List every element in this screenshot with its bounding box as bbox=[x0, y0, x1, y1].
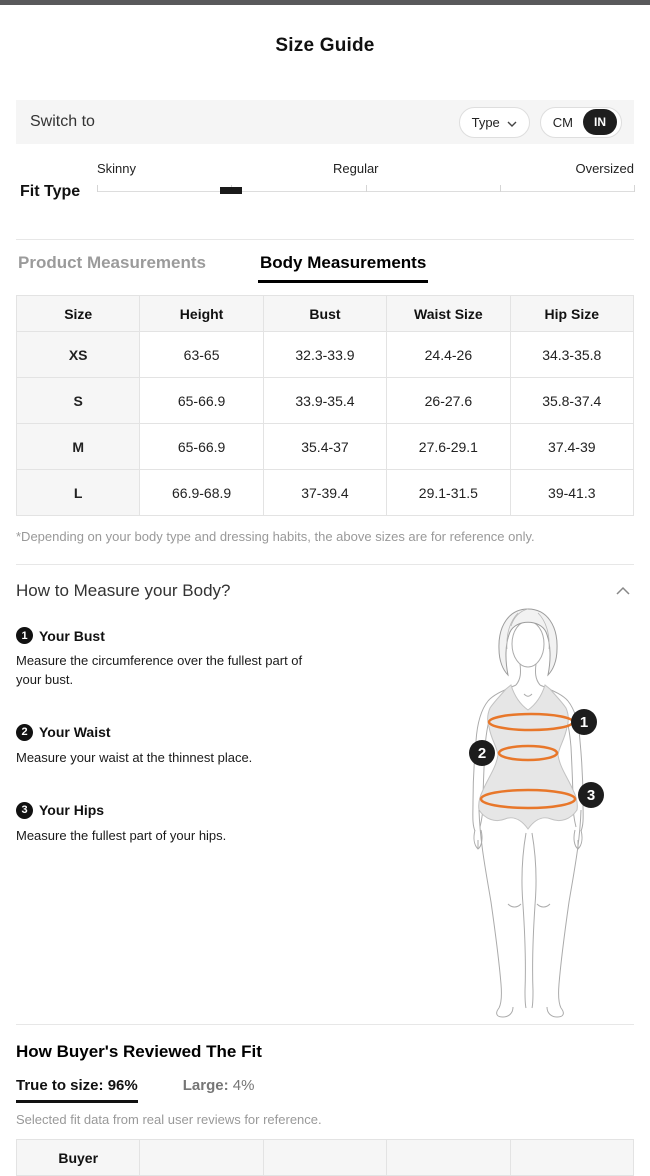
cell-waist: 26-27.6 bbox=[387, 378, 510, 424]
waist-marker-badge: 2 bbox=[469, 740, 495, 766]
chevron-up-icon bbox=[616, 582, 630, 600]
cell-hip: 37.4-39 bbox=[510, 424, 633, 470]
table-row bbox=[17, 470, 634, 516]
collapse-section-button[interactable] bbox=[612, 578, 634, 604]
buyer-review-title: How Buyer's Reviewed The Fit bbox=[16, 1042, 262, 1061]
unit-toggle[interactable] bbox=[540, 107, 622, 138]
page-title: Size Guide bbox=[275, 35, 375, 56]
col-header bbox=[510, 1140, 633, 1176]
cell-bust: 32.3-33.9 bbox=[263, 332, 386, 378]
buyer-review-note: Selected fit data from real user reviews for reference. bbox=[16, 1112, 322, 1127]
cell-bust: 37-39.4 bbox=[263, 470, 386, 516]
body-measurement-figure bbox=[432, 604, 628, 1016]
col-header bbox=[387, 1140, 510, 1176]
stat-value: 96% bbox=[107, 1077, 138, 1094]
buyer-review-section bbox=[0, 1042, 650, 1176]
measure-item-hips bbox=[16, 802, 331, 846]
table-row bbox=[17, 332, 634, 378]
number-2-icon: 2 bbox=[16, 724, 33, 741]
col-header bbox=[263, 1140, 386, 1176]
col-header-hip: Hip Size bbox=[510, 296, 633, 332]
col-header-bust: Bust bbox=[263, 296, 386, 332]
size-table bbox=[16, 295, 634, 516]
cell-waist: 24.4-26 bbox=[387, 332, 510, 378]
fit-type-row bbox=[16, 144, 634, 207]
cell-size: XS bbox=[17, 332, 140, 378]
buyer-table-header-row bbox=[17, 1140, 634, 1176]
size-table-header-row bbox=[17, 296, 634, 332]
bust-marker-badge: 1 bbox=[571, 709, 597, 735]
cell-height: 65-66.9 bbox=[140, 424, 263, 470]
fit-type-slider[interactable] bbox=[97, 161, 634, 192]
divider bbox=[16, 1024, 634, 1025]
tab-product-measurements[interactable]: Product Measurements bbox=[18, 253, 206, 272]
fit-slider-track[interactable] bbox=[97, 185, 634, 192]
stat-label: Large: bbox=[182, 1077, 229, 1094]
stat-value: 4% bbox=[232, 1077, 255, 1094]
measure-item-waist bbox=[16, 724, 331, 768]
measure-item-title: Your Hips bbox=[39, 802, 105, 819]
cell-hip: 35.8-37.4 bbox=[510, 378, 633, 424]
size-disclaimer: *Depending on your body type and dressing habits, the above sizes are for reference only. bbox=[16, 529, 535, 544]
body-outline-illustration bbox=[432, 604, 628, 1016]
col-header-buyer: Buyer bbox=[17, 1140, 140, 1176]
fit-option-oversized: Oversized bbox=[575, 161, 634, 176]
cell-height: 66.9-68.9 bbox=[140, 470, 263, 516]
hips-marker-badge: 3 bbox=[578, 782, 604, 808]
measure-item-title: Your Bust bbox=[39, 627, 105, 644]
col-header-waist: Waist Size bbox=[387, 296, 510, 332]
cell-hip: 34.3-35.8 bbox=[510, 332, 633, 378]
cell-size: L bbox=[17, 470, 140, 516]
divider bbox=[16, 239, 634, 240]
col-header bbox=[140, 1140, 263, 1176]
slider-tick bbox=[97, 185, 98, 192]
unit-option-in-selected[interactable]: IN bbox=[583, 109, 617, 135]
fit-option-skinny: Skinny bbox=[97, 161, 137, 176]
cell-waist: 29.1-31.5 bbox=[387, 470, 510, 516]
stat-true-to-size[interactable] bbox=[16, 1077, 138, 1103]
cell-bust: 33.9-35.4 bbox=[263, 378, 386, 424]
measure-item-description: Measure the circumference over the fullest part of your bust. bbox=[16, 653, 303, 687]
buyer-review-table bbox=[16, 1139, 634, 1176]
switch-bar bbox=[16, 100, 634, 144]
slider-tick bbox=[500, 185, 501, 192]
measure-item-bust bbox=[16, 627, 331, 690]
how-to-measure-title: How to Measure your Body? bbox=[16, 581, 231, 600]
measure-item-title: Your Waist bbox=[39, 724, 111, 741]
top-bar bbox=[0, 0, 650, 5]
unit-option-cm[interactable]: CM bbox=[552, 114, 573, 130]
stat-label: True to size: bbox=[16, 1077, 104, 1094]
cell-hip: 39-41.3 bbox=[510, 470, 633, 516]
cell-waist: 27.6-29.1 bbox=[387, 424, 510, 470]
switch-to-label: Switch to bbox=[30, 113, 95, 130]
col-header-size: Size bbox=[17, 296, 140, 332]
fit-type-label: Fit Type bbox=[20, 183, 81, 200]
fit-slider-thumb[interactable] bbox=[220, 187, 242, 194]
number-3-icon: 3 bbox=[16, 802, 33, 819]
table-row bbox=[17, 424, 634, 470]
chevron-down-icon bbox=[507, 115, 517, 130]
slider-tick bbox=[366, 185, 367, 192]
measurement-tabs bbox=[16, 253, 634, 283]
cell-size: S bbox=[17, 378, 140, 424]
measure-item-description: Measure your waist at the thinnest place. bbox=[16, 749, 253, 765]
measure-item-description: Measure the fullest part of your hips. bbox=[16, 827, 227, 843]
tab-body-measurements[interactable]: Body Measurements bbox=[258, 253, 428, 283]
cell-height: 65-66.9 bbox=[140, 378, 263, 424]
table-row bbox=[17, 378, 634, 424]
number-1-icon: 1 bbox=[16, 627, 33, 644]
how-to-measure-section bbox=[0, 565, 650, 1024]
measure-instructions bbox=[16, 627, 331, 845]
cell-height: 63-65 bbox=[140, 332, 263, 378]
cell-size: M bbox=[17, 424, 140, 470]
fit-option-regular: Regular bbox=[332, 161, 379, 176]
col-header-height: Height bbox=[140, 296, 263, 332]
type-dropdown[interactable] bbox=[459, 107, 530, 138]
type-dropdown-label: Type bbox=[471, 114, 500, 130]
slider-tick bbox=[634, 185, 635, 192]
stat-large[interactable] bbox=[183, 1077, 255, 1100]
cell-bust: 35.4-37 bbox=[263, 424, 386, 470]
